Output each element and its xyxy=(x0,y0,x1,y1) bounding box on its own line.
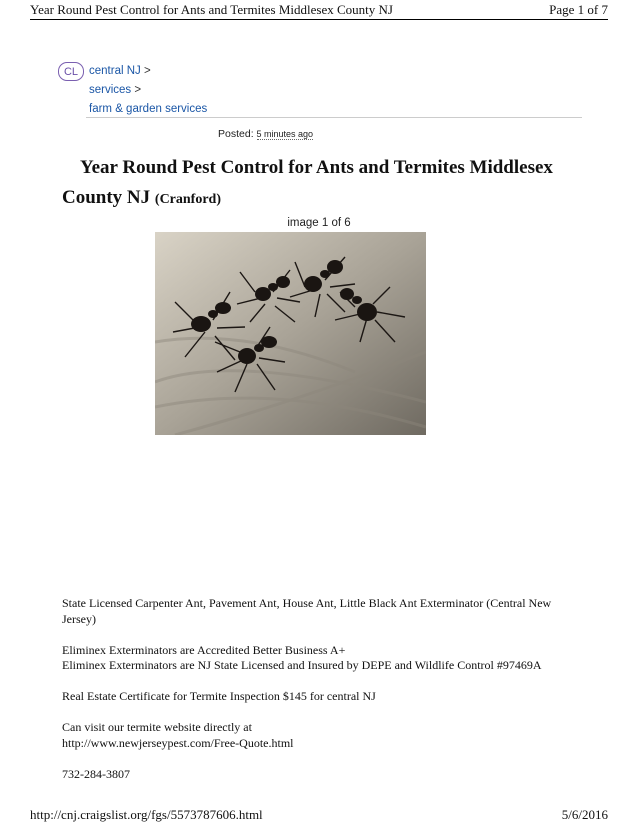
phone-number[interactable]: 732-284-3807 xyxy=(62,766,130,781)
body-line: Eliminex Exterminators are Accredited Better Business A+ xyxy=(62,642,346,657)
post-location: (Cranford) xyxy=(154,192,222,207)
print-header-page: Page 1 of 7 xyxy=(549,2,608,17)
post-photo[interactable] xyxy=(155,232,426,435)
breadcrumb-link-area[interactable]: central NJ xyxy=(89,65,141,77)
body-paragraph xyxy=(62,643,572,674)
post-title xyxy=(62,153,562,215)
post-title-text: Year Round Pest Control for Ants and Termites Middlesex County NJ xyxy=(62,157,553,208)
body-paragraph: State Licensed Carpenter Ant, Pavement Ant, House Ant, Little Black Ant Exterminator (Central New Jersey) xyxy=(62,596,552,626)
ants-photo-illustration xyxy=(155,232,426,435)
print-header-title: Year Round Pest Control for Ants and Termites Middlesex County NJ xyxy=(30,2,393,17)
body-line: Can visit our termite website directly at xyxy=(62,720,252,734)
print-footer-date: 5/6/2016 xyxy=(561,807,608,822)
body-paragraph: Real Estate Certificate for Termite Inspection $145 for central NJ xyxy=(62,689,376,703)
posted-info xyxy=(218,128,313,140)
header-divider xyxy=(86,117,582,118)
breadcrumb-separator: > xyxy=(140,65,151,77)
breadcrumb-link-category[interactable]: services xyxy=(89,84,132,96)
breadcrumb-separator: > xyxy=(131,84,142,96)
posted-time: 5 minutes ago xyxy=(256,129,314,139)
breadcrumb-item-area xyxy=(89,62,207,81)
website-link[interactable]: http://www.newjerseypest.com/Free-Quote.html xyxy=(62,735,294,750)
print-header-rule xyxy=(30,19,608,20)
body-line: Eliminex Exterminators are NJ State Licensed and Insured by DEPE and Wildlife Control #97469A xyxy=(62,658,542,672)
body-paragraph xyxy=(62,720,572,751)
breadcrumb xyxy=(89,62,207,119)
posted-label: Posted: xyxy=(218,128,254,140)
craigslist-logo-badge[interactable]: CL xyxy=(58,62,84,81)
breadcrumb-link-subcategory[interactable]: farm & garden services xyxy=(89,103,208,115)
image-counter: image 1 of 6 xyxy=(287,217,351,229)
breadcrumb-item-category xyxy=(89,81,207,100)
print-footer-url: http://cnj.craigslist.org/fgs/5573787606.html xyxy=(30,807,263,822)
post-body xyxy=(62,596,572,798)
